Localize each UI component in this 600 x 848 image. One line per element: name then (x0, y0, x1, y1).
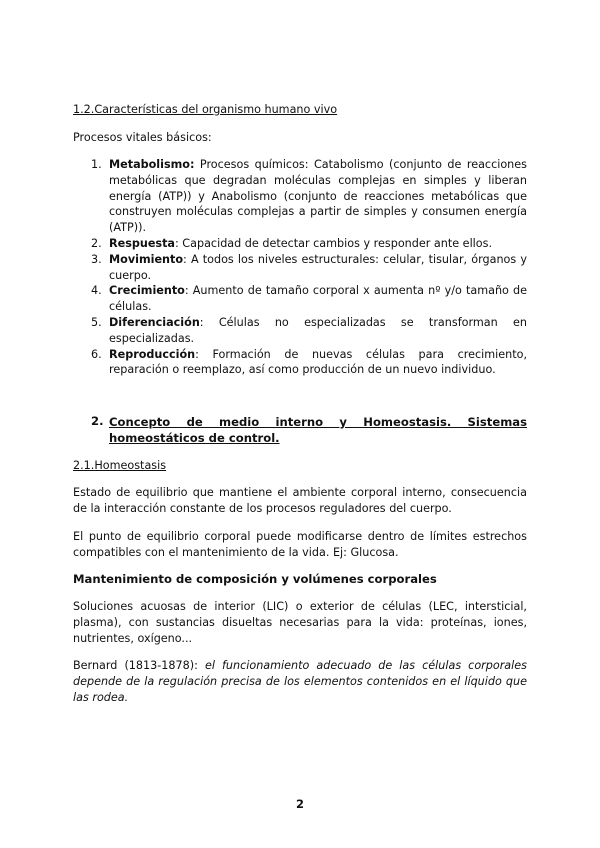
page-number: 2 (295, 797, 304, 811)
section-2-1-heading: 2.1.Homeostasis (73, 459, 167, 472)
aqueous-solutions-paragraph: Soluciones acuosas de interior (LIC) o exterior de células (LEC, intersticial, plasma), con sustancias disueltas necesarias para la vida: proteínas, iones, nutrientes, oxígeno... (73, 600, 527, 645)
quote-text: el funcionamiento adecuado de las células corporales depende de la regulación precisa de los elementos contenidos en el líquido que las rodea. (73, 659, 527, 704)
composition-subheading: Mantenimiento de composición y volúmenes corporales (73, 572, 437, 586)
list-item (73, 315, 527, 347)
list-item-text: : Formación de nuevas células para crecimiento, reparación o reemplazo, así como producción de un nuevo individuo. (109, 347, 527, 377)
list-item-term: Diferenciación (109, 315, 200, 329)
list-item-term: Crecimiento (109, 284, 185, 298)
list-item (73, 283, 527, 315)
list-item (73, 236, 527, 252)
list-item-number: 1. (91, 158, 102, 171)
bernard-quote-paragraph (73, 658, 527, 706)
list-item-text: Procesos químicos: Catabolismo (conjunto de reacciones metabólicas que degradan moléculas complejas en simples y liberan energía (ATP)) y Anabolismo (conjunto de reacciones metabólicas que construyen moléculas complejas a partir de simples y consumen energía (ATP)). (109, 158, 527, 235)
section-2-heading (73, 414, 527, 446)
section-2-number: 2. (91, 414, 104, 428)
quote-author: Bernard (1813-1878): (73, 659, 205, 672)
list-item-term: Metabolismo: (109, 158, 195, 171)
list-item-text: : A todos los niveles estructurales: celular, tisular, órganos y cuerpo. (109, 252, 527, 282)
list-item-text: : Capacidad de detectar cambios y responder ante ellos. (174, 236, 493, 250)
list-item-text: : Células no especializadas se transforman en especializadas. (109, 315, 527, 345)
list-item-number: 2. (91, 236, 102, 250)
list-item-term: Reproducción (109, 347, 196, 361)
section-2-title: Concepto de medio interno y Homeostasis. Sistemas homeostáticos de control. (109, 415, 527, 445)
homeostasis-definition: Estado de equilibrio que mantiene el ambiente corporal interno, consecuencia de la interacción constante de los procesos reguladores del cuerpo. (73, 486, 527, 515)
list-item-text: : Aumento de tamaño corporal x aumenta nº y/o tamaño de células. (109, 284, 527, 314)
list-item (73, 347, 527, 379)
list-item-number: 6. (91, 347, 102, 361)
list-item (73, 252, 527, 284)
section-1-2-heading: 1.2.Características del organismo humano vivo (73, 103, 338, 116)
list-item (73, 157, 527, 236)
list-item-number: 3. (91, 252, 102, 266)
list-item-term: Respuesta (109, 236, 175, 250)
list-item-number: 5. (91, 315, 102, 329)
list-item-number: 4. (91, 284, 102, 298)
section-1-2-intro: Procesos vitales básicos: (73, 131, 212, 144)
vital-processes-list (73, 157, 527, 378)
list-item-term: Movimiento (109, 252, 184, 266)
equilibrium-paragraph: El punto de equilibrio corporal puede modificarse dentro de límites estrechos compatibles con el mantenimiento de la vida. Ej: Glucosa. (73, 530, 527, 559)
